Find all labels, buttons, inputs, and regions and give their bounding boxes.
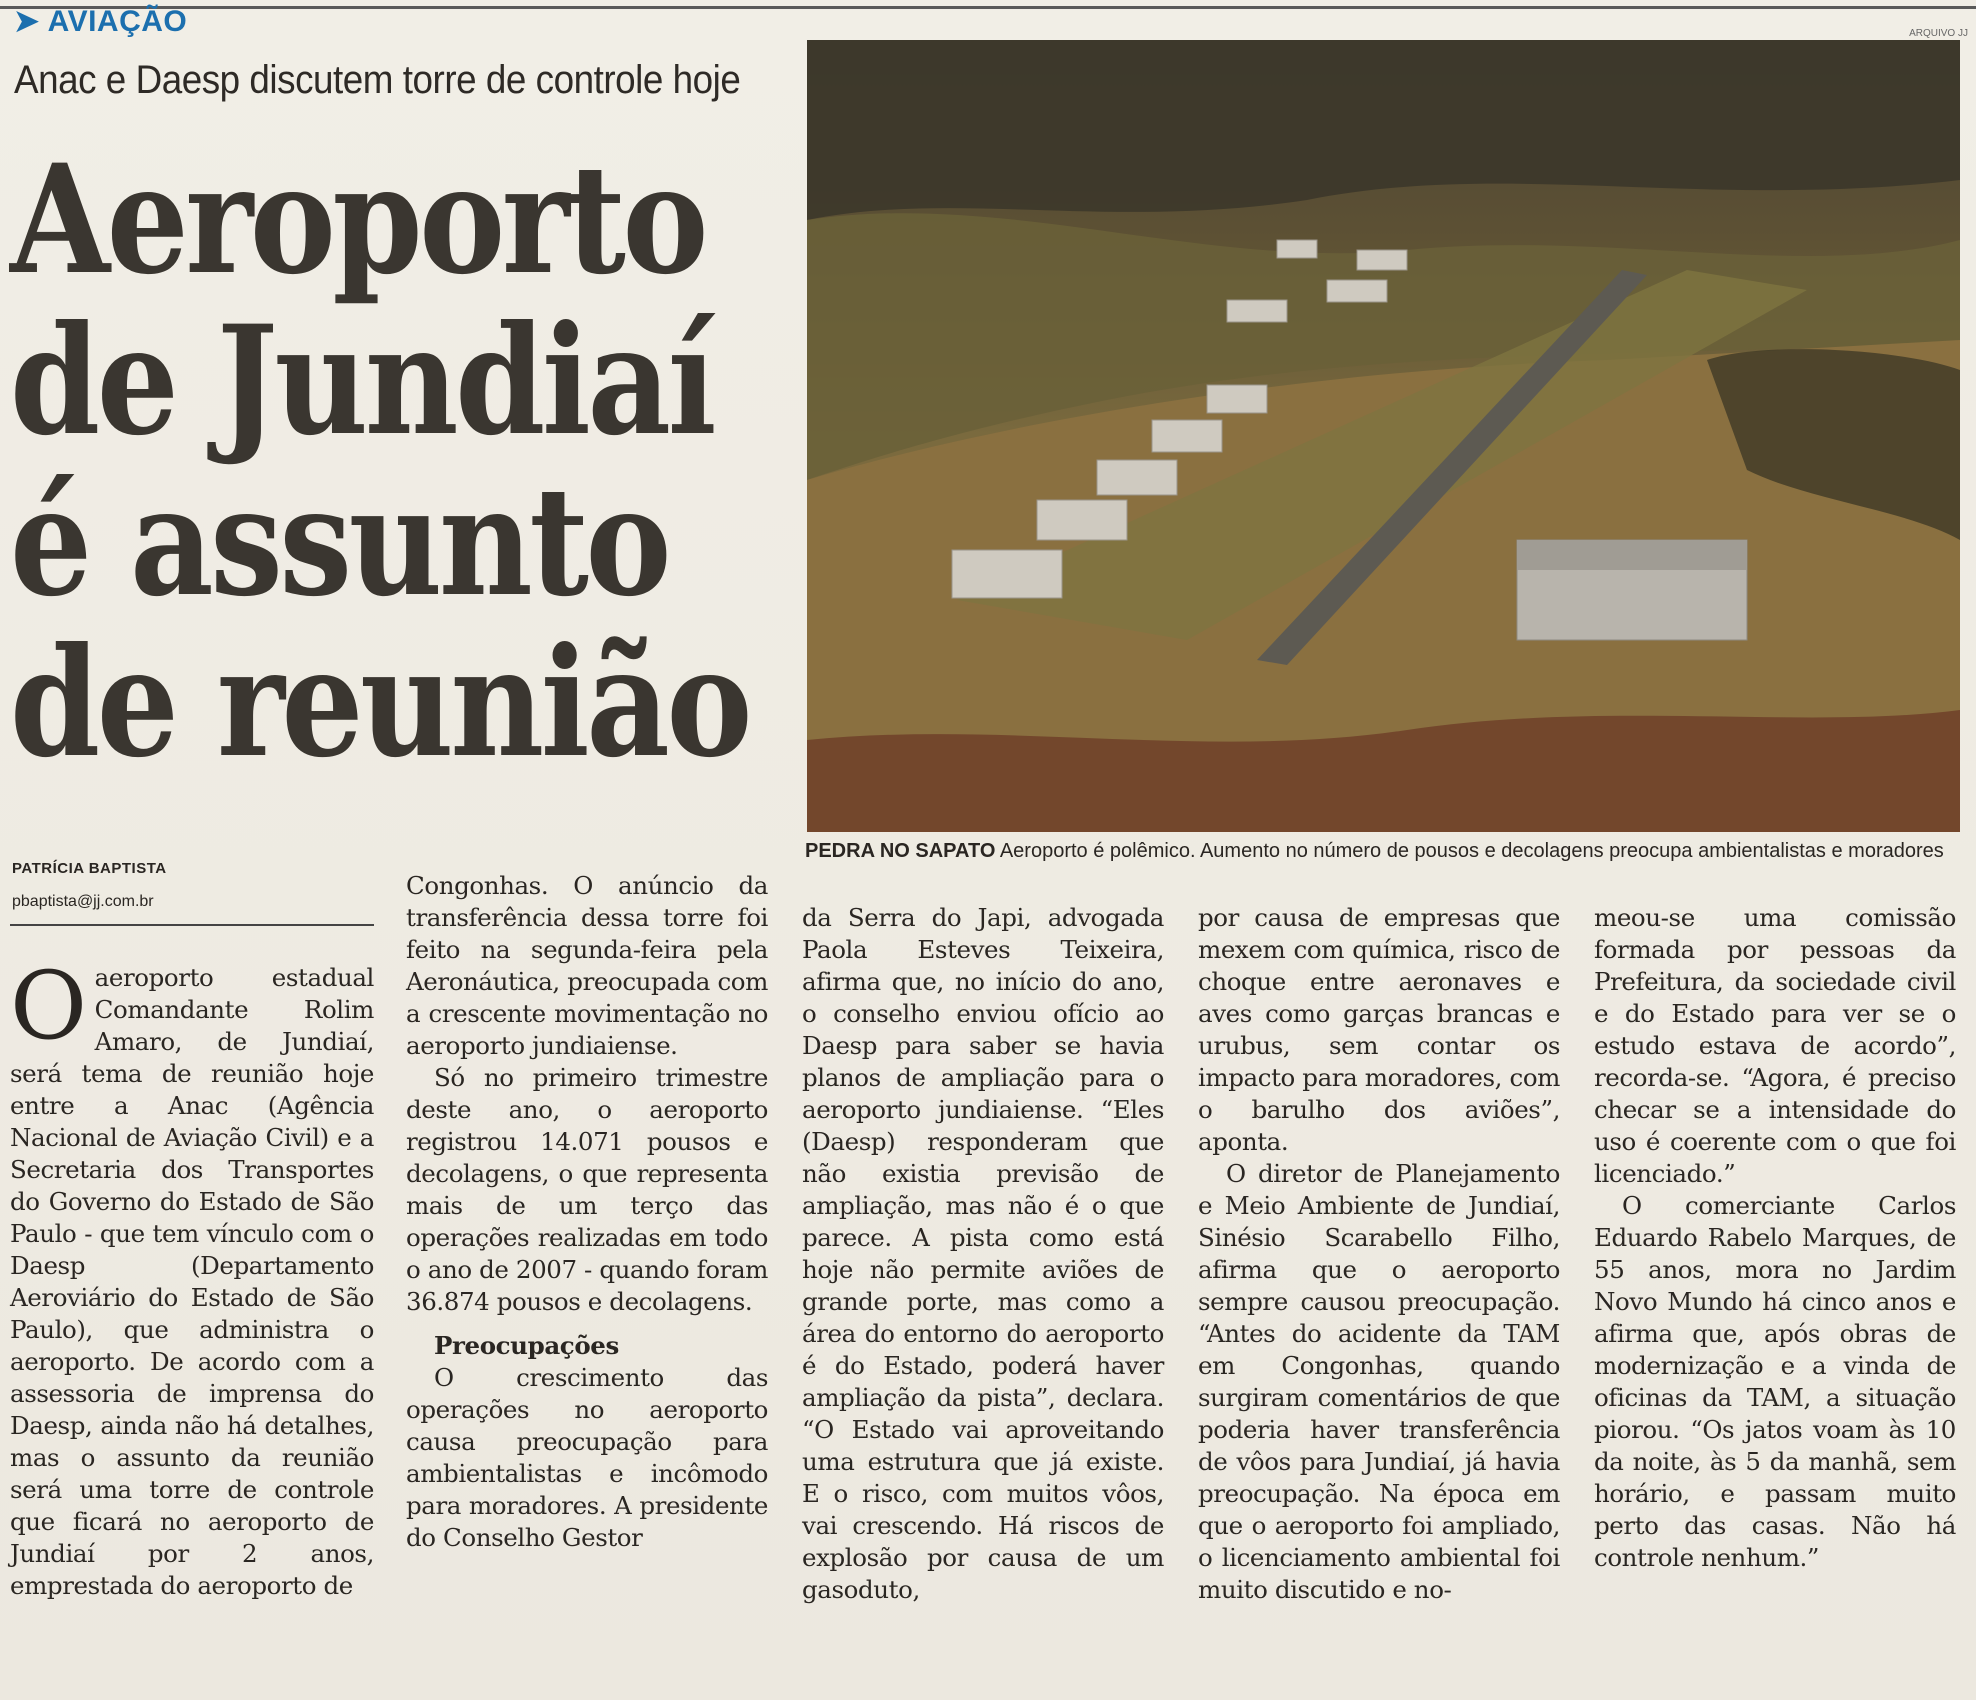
- byline-rule: [10, 924, 374, 926]
- headline-line: é assunto: [10, 454, 669, 630]
- article-column-3: [802, 902, 1164, 1606]
- article-paragraph: O comerciante Carlos Eduardo Rabelo Marques, de 55 anos, mora no Jardim Novo Mundo há cinco anos e afirma que, após obras de modernização e a vinda de oficinas da TAM, a situação piorou. “Os jatos voam às 10 da noite, às 5 da manhã, sem horário, e passam muito perto das casas. Não há controle nenhum.”: [1594, 1191, 1956, 1572]
- article-headline: [10, 132, 750, 791]
- caption-lead: PEDRA NO SAPATO: [805, 840, 996, 862]
- headline-line: de Jundiaí: [10, 293, 714, 469]
- byline-author: PATRÍCIA BAPTISTA: [12, 860, 167, 877]
- arrow-icon: ➤: [14, 5, 40, 38]
- article-paragraph: por causa de empresas que mexem com química, risco de choque entre aeronaves e aves como garças brancas e urubus, sem contar os impacto para moradores, com o barulho dos aviões”, aponta.: [1198, 903, 1560, 1156]
- headline-line: de reunião: [10, 615, 750, 791]
- article-paragraph: da Serra do Japi, advogada Paola Esteves Teixeira, afirma que, no início do ano, o conselho enviou ofício ao Daesp para saber se havia planos de ampliação para o aeroporto jundiaiense. “Eles (Daesp) responderam que não existia previsão de ampliação, mas não é o que parece. A pista como está hoje não permite aviões de grande porte, mas como a área do entorno do aeroporto é do Estado, poderá haver ampliação da pista”, declara. “O Estado vai aproveitando uma estrutura que já existe. E o risco, com muitos vôos, vai crescendo. Há riscos de explosão por causa de um gasoduto,: [802, 903, 1164, 1604]
- aerial-airport-photo: [807, 40, 1960, 832]
- article-subheading: Preocupações: [434, 1331, 619, 1360]
- byline-email: pbaptista@jj.com.br: [12, 893, 154, 910]
- article-paragraph: meou-se uma comissão formada por pessoas da Prefeitura, da sociedade civil e do Estado para ver se o estudo estava de acordo”, recorda-se. “Agora, é preciso checar se a intensidade do uso é coerente com o que foi licenciado.”: [1594, 903, 1956, 1188]
- article-column-1: [10, 952, 374, 1602]
- article-column-4: [1198, 902, 1560, 1606]
- article-paragraph: Congonhas. O anúncio da transferência dessa torre foi feito na segunda-feira pela Aeronáutica, preocupada com a crescente movimentação no aeroporto jundiaiense.: [406, 871, 768, 1060]
- article-paragraph: O crescimento das operações no aeroporto causa preocupação para ambientalistas e incômodo para moradores. A presidente do Conselho Gestor: [406, 1363, 768, 1552]
- caption-text: Aeroporto é polêmico. Aumento no número de pousos e decolagens preocupa ambientalistas e moradores: [995, 840, 1944, 862]
- article-paragraph: Só no primeiro trimestre deste ano, o aeroporto registrou 14.071 pousos e decolagens, o que representa mais de um terço das operações realizadas em todo o ano de 2007 - quando foram 36.874 pousos e decolagens.: [406, 1063, 768, 1316]
- article-column-2: [406, 870, 768, 1554]
- article-subhead: Anac e Daesp discutem torre de controle hoje: [14, 58, 741, 102]
- article-paragraph: aeroporto estadual Comandante Rolim Amaro, de Jundiaí, será tema de reunião hoje entre a Anac (Agência Nacional de Aviação Civil) e a Secretaria dos Transportes do Governo do Estado de São Paulo - que tem vínculo com o Daesp (Departamento Aeroviário do Estado de São Paulo), que administra o aeroporto. De acordo com a assessoria de imprensa do Daesp, ainda não há detalhes, mas o assunto da reunião será uma torre de controle que ficará no aeroporto de Jundiaí por 2 anos, emprestada do aeroporto de: [10, 963, 374, 1600]
- top-rule: [0, 6, 1976, 9]
- photo-caption: [805, 840, 1965, 863]
- article-paragraph: O diretor de Planejamento e Meio Ambiente de Jundiaí, Sinésio Scarabello Filho, afirma que o aeroporto sempre causou preocupação. “Antes do acidente da TAM em Congonhas, quando surgiram comentários de que poderia haver transferência de vôos para Jundiaí, já havia preocupação. Na época em que o aeroporto foi ampliado, o licenciamento ambiental foi muito discutido e no-: [1198, 1159, 1560, 1604]
- drop-cap: O: [10, 952, 87, 1061]
- article-column-5: [1594, 902, 1956, 1574]
- section-label: [14, 4, 187, 39]
- headline-line: Aeroporto: [10, 132, 706, 308]
- section-name: AVIAÇÃO: [47, 5, 188, 38]
- photo-credit: ARQUIVO JJ: [1909, 28, 1968, 39]
- airport-illustration: [807, 40, 1960, 832]
